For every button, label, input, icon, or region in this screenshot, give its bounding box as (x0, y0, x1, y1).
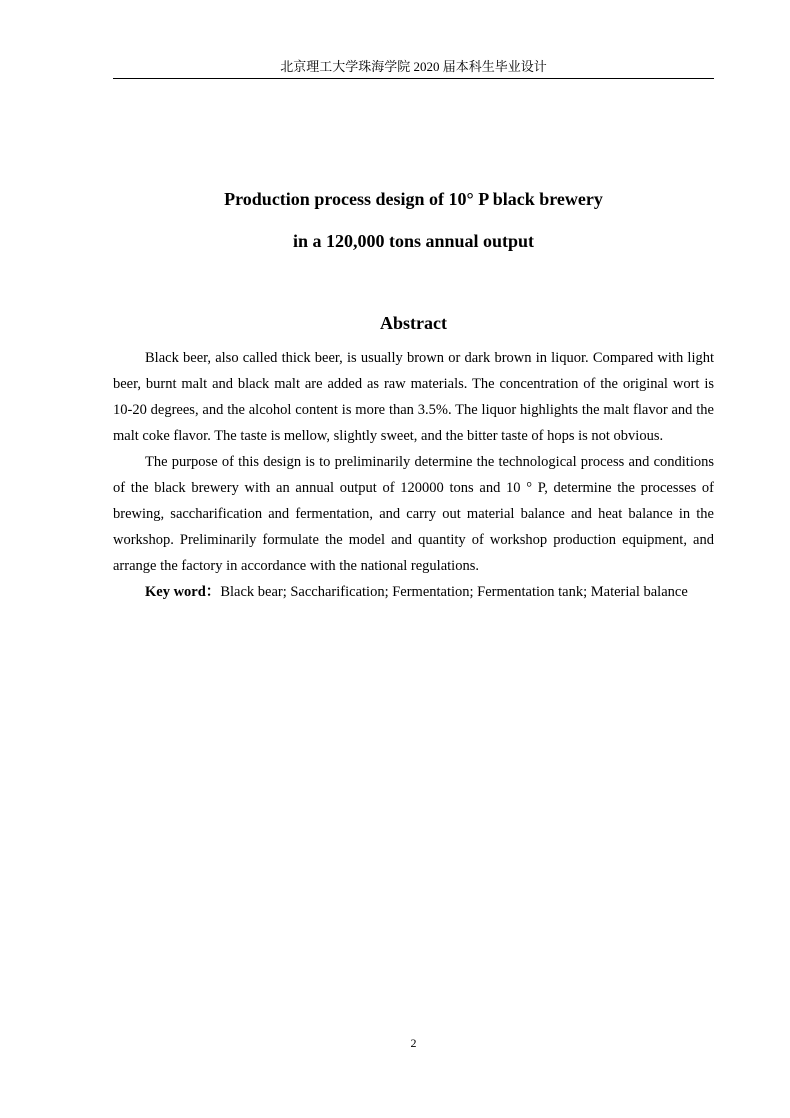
keywords-line (113, 579, 714, 605)
keywords-label: Key word： (145, 584, 221, 600)
thesis-title-line-1: Production process design of 10° P black brewery (224, 189, 603, 209)
keywords-list: Black bear; Saccharification; Fermentation; Fermentation tank; Material balance (220, 584, 688, 600)
header-divider (113, 78, 714, 79)
page-header: 北京理工大学珠海学院 2020 届本科生毕业设计 (280, 59, 547, 74)
page-number: 2 (410, 1036, 417, 1050)
abstract-paragraph-1: Black beer, also called thick beer, is usually brown or dark brown in liquor. Compared with light beer, burnt malt and black malt are added as raw materials. The concentration of the original wort is 10-20 degrees, and the alcohol content is more than 3.5%. The liquor highlights the malt flavor and the malt coke flavor. The taste is mellow, slightly sweet, and the bitter taste of hops is not obvious. (113, 350, 714, 444)
abstract-heading: Abstract (380, 313, 447, 333)
abstract-body (113, 345, 714, 605)
thesis-title-line-2: in a 120,000 tons annual output (292, 231, 535, 251)
abstract-paragraph-2: The purpose of this design is to preliminarily determine the technological process and conditions of the black brewery with an annual output of 120000 tons and 10 ° P, determine the processes of brewing, saccharification and fermentation, and carry out material balance and heat balance in the workshop. Preliminarily formulate the model and quantity of workshop production equipment, and arrange the factory in accordance with the national regulations. (113, 454, 714, 574)
